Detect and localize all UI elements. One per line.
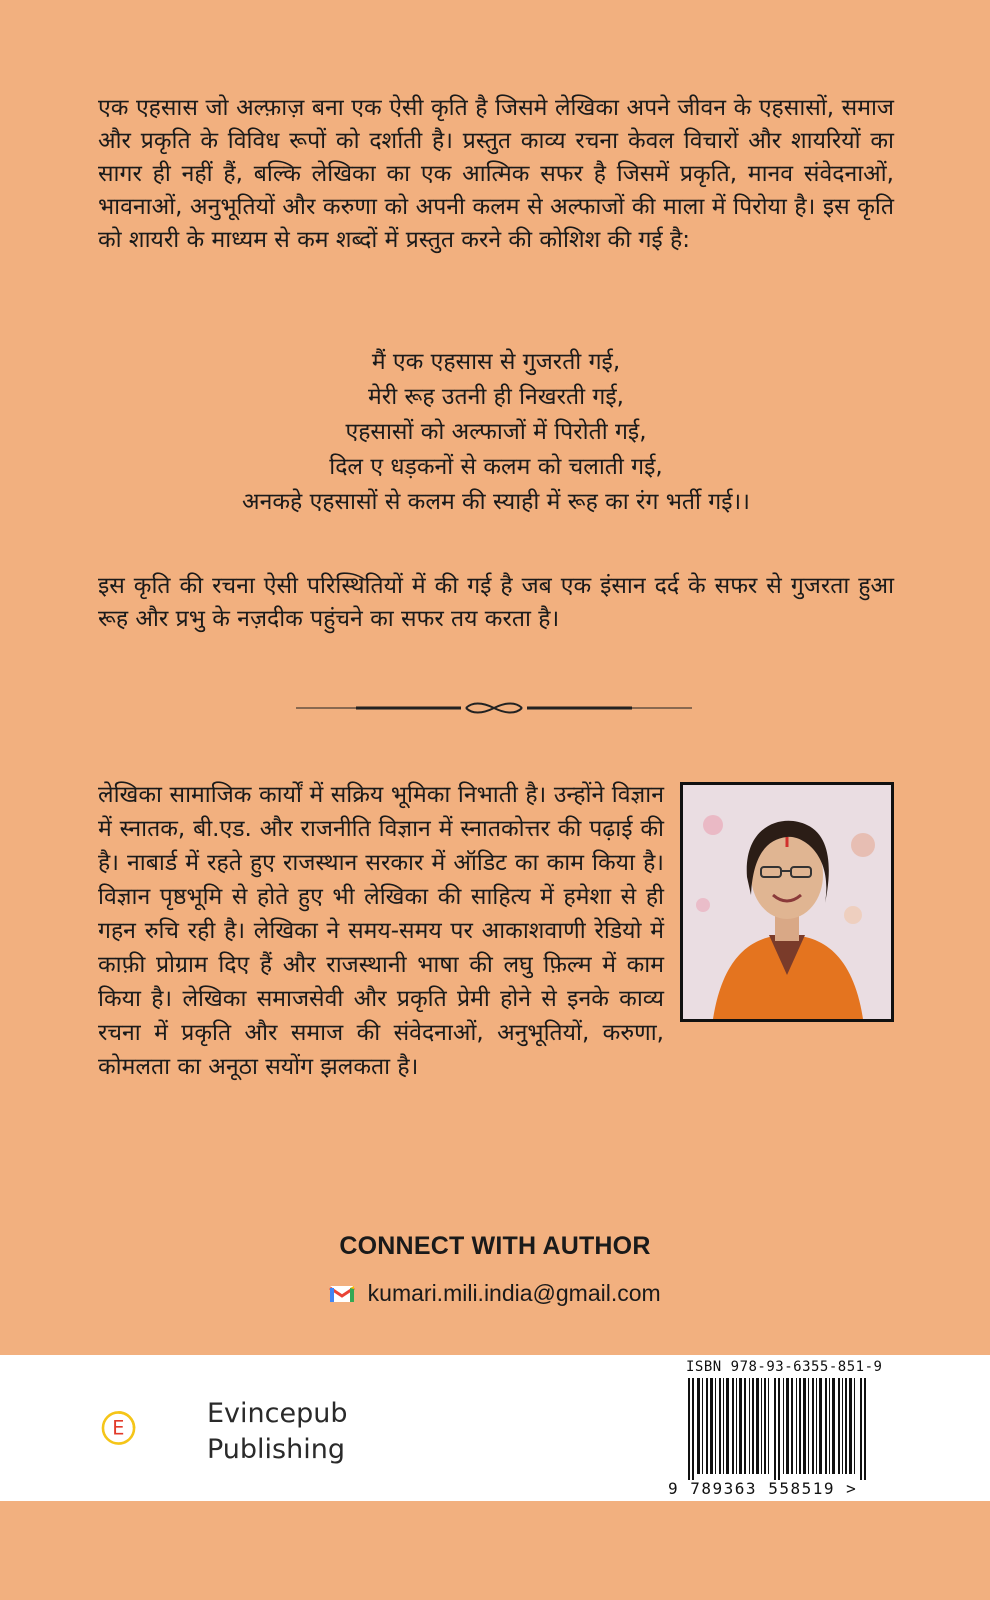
ornament-divider: [296, 700, 692, 716]
barcode-digits: 9 789363 558519 >: [668, 1479, 858, 1498]
poem-line: मैं एक एहसास से गुजरती गई,: [371, 349, 621, 375]
poem: [98, 345, 894, 520]
poem-line: दिल ए धड़कनों से कलम को चलाती गई,: [329, 454, 663, 480]
author-email[interactable]: kumari.mili.india@gmail.com: [367, 1280, 661, 1306]
author-photo: [680, 782, 894, 1022]
poem-line: मेरी रूह उतनी ही निखरती गई,: [368, 384, 624, 410]
connect-heading: CONNECT WITH AUTHOR: [339, 1232, 651, 1260]
gmail-icon: [329, 1284, 355, 1304]
isbn-label: ISBN 978-93-6355-851-9: [686, 1359, 883, 1375]
email-row: [0, 1280, 990, 1307]
isbn-barcode: [688, 1378, 868, 1480]
author-bio-text: लेखिका सामाजिक कार्यों में सक्रिय भूमिका निभाती है। उन्होंने विज्ञान में स्नातक, बी.एड. और राजनीति विज्ञान में स्नातकोत्तर की पढ़ाई की है। नाबार्ड में रहते हुए राजस्थान सरकार में ऑडिट का काम किया है। विज्ञान पृष्ठभूमि से होते हुए भी लेखिका की साहित्य में हमेशा से ही गहन रुचि रही है। लेखिका ने समय-समय पर आकाशवाणी रेडियो में काफ़ी प्रोग्राम दिए हैं और राजस्थानी भाषा की लघु फ़िल्म में काम किया है। लेखिका समाजसेवी और प्रकृति प्रेमी होने से इनके काव्य रचना में प्रकृति और समाज की संवेदनाओं, अनुभूतियों, करुणा, कोमलता का अनूठा सयोंग झलकता है।: [98, 782, 664, 1080]
author-bio-block: [98, 778, 894, 1084]
evincepub-logo: [100, 1378, 200, 1478]
publisher-subtitle: Publishing: [207, 1434, 345, 1465]
poem-line: एहसासों को अल्फाजों में पिरोती गई,: [345, 419, 647, 445]
publisher-name: Evincepub: [207, 1398, 348, 1429]
blurb-intro: एक एहसास जो अल्फ़ाज़ बना एक ऐसी कृति है जिसमे लेखिका अपने जीवन के एहसासों, समाज और प्रकृति के विविध रूपों को दर्शाती है। प्रस्तुत काव्य रचना केवल विचारों और शायरियों का सागर ही नहीं हैं, बल्कि लेखिका का एक आत्मिक सफर है जिसमें प्रकृति, मानव संवेदनाओं, भावनाओं, अनुभूतियों और करुणा को अपनी कलम से अल्फाजों की माला में पिरोया है। इस कृति को शायरी के माध्यम से कम शब्दों में प्रस्तुत करने की कोशिश की गई है:: [98, 95, 894, 253]
author-portrait-image: [683, 785, 891, 1019]
logo-letter: E: [112, 1416, 125, 1440]
poem-line: अनकहे एहसासों से कलम की स्याही में रूह का रंग भर्ती गई।।: [242, 489, 750, 515]
blurb-outro: इस कृति की रचना ऐसी परिस्थितियों में की गई है जब एक इंसान दर्द के सफर से गुजरता हुआ रूह और प्रभु के नज़दीक पहुंचने का सफर तय करता है।: [98, 573, 894, 632]
